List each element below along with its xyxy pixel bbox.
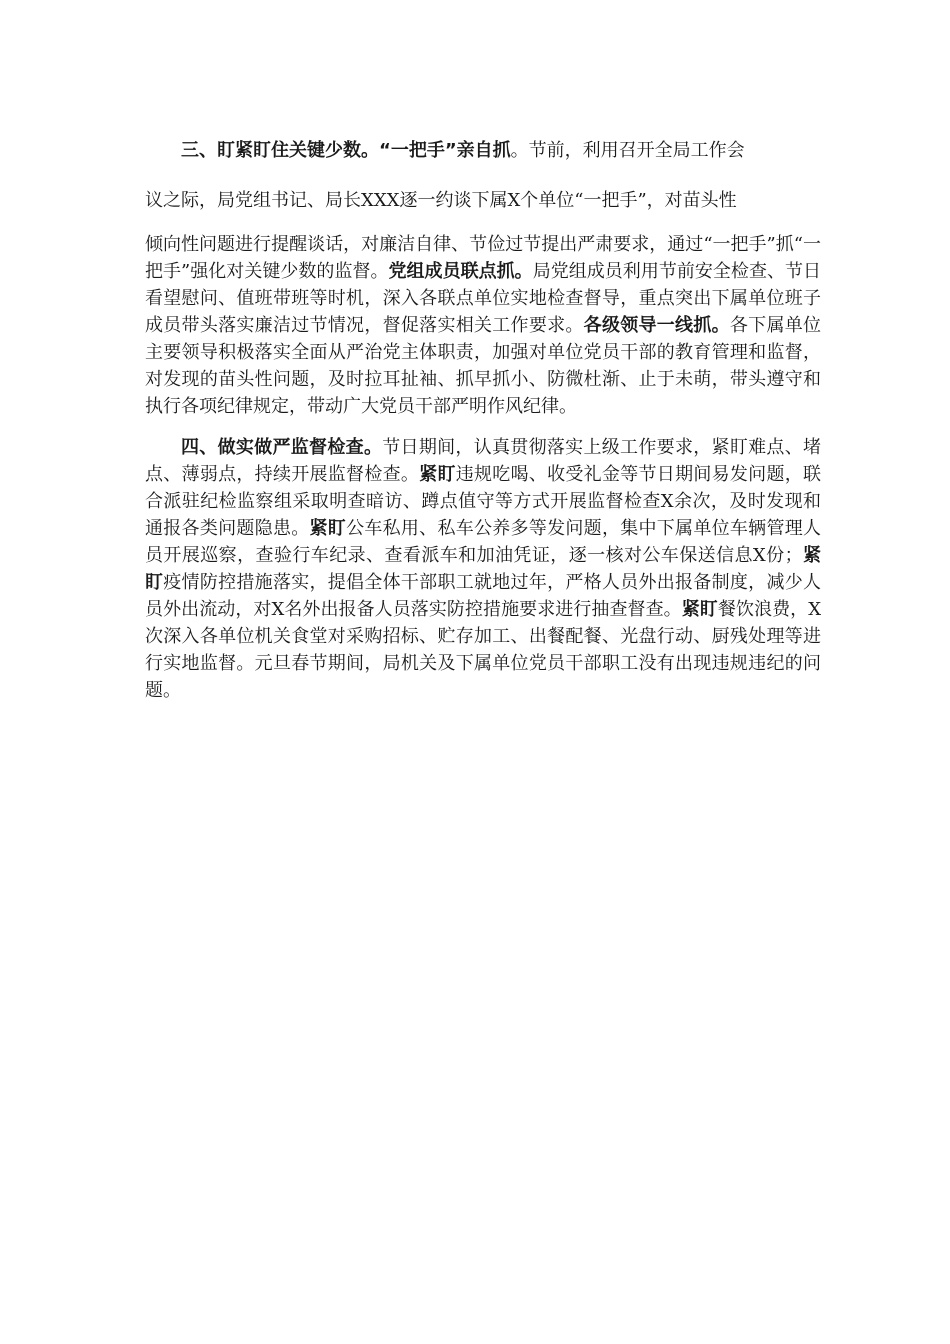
body-text: 疫情防控措施落实，提倡全体干部职工就地过年，严格人员外出报备制度，减少人员外出流动，对X名外出报备人员落实防控措施要求进行抽查督查。 <box>145 572 821 620</box>
subheading: “一把手”亲自抓 <box>379 140 511 161</box>
subheading: 各级领导一线抓。 <box>583 315 730 336</box>
paragraph-line <box>145 136 821 166</box>
paragraph-line: 议之际，局党组书记、局长XXX逐一约谈下属X个单位“一把手”，对苗头性 <box>145 190 737 211</box>
body-text: 各下属单位主要领导积极落实全面从严治党主体职责，加强对单位党员干部的教育管理和监督，对发现的苗头性问题，及时拉耳扯袖、抓早抓小、防微杜渐、止于未萌，带头遵守和执行各项纪律规定，带动广大党员干部严明作风纪律。 <box>145 315 822 417</box>
paragraph-line <box>145 231 821 420</box>
keyword: 紧盯 <box>309 518 347 539</box>
body-text: 公车私用、私车公养多等发问题，集中下属单位车辆管理人员开展巡察，查验行车纪录、查看派车和加油凭证，逐一核对公车保送信息X份； <box>145 518 822 566</box>
paragraph-supervision <box>145 434 821 704</box>
keyword: 紧盯 <box>145 545 821 593</box>
subheading: 党组成员联点抓。 <box>388 261 533 282</box>
keyword: 紧盯 <box>419 464 456 485</box>
keyword: 紧盯 <box>681 599 718 620</box>
section-heading: 三、盯紧盯住关键少数。 <box>181 140 379 161</box>
body-text: 。节前，利用召开全局工作会 <box>510 140 745 161</box>
paragraph-key-minority <box>145 136 821 420</box>
body-text: 局党组成员利用节前安全检查、节日看望慰问、值班带班等时机，深入各联点单位实地检查督导，重点突出下属单位班子成员带头落实廉洁过节情况，督促落实相关工作要求。 <box>145 261 822 336</box>
body-text: 节日期间，认真贯彻落实上级工作要求，紧盯难点、堵点、薄弱点，持续开展监督检查。 <box>145 437 821 485</box>
body-text: 倾向性问题进行提醒谈话，对廉洁自律、节俭过节提出严肃要求，通过“一把手”抓“一把手”强化对关键少数的监督。 <box>145 234 821 282</box>
section-heading: 四、做实做严监督检查。 <box>181 437 383 458</box>
body-text: 违规吃喝、收受礼金等节日期间易发问题，联合派驻纪检监察组采取明查暗访、蹲点值守等方式开展监督检查X余次，及时发现和通报各类问题隐患。 <box>145 464 822 539</box>
body-text: 餐饮浪费，X次深入各单位机关食堂对采购招标、贮存加工、出餐配餐、光盘行动、厨残处理等进行实地监督。元旦春节期间，局机关及下属单位党员干部职工没有出现违规违纪的问题。 <box>145 599 822 701</box>
